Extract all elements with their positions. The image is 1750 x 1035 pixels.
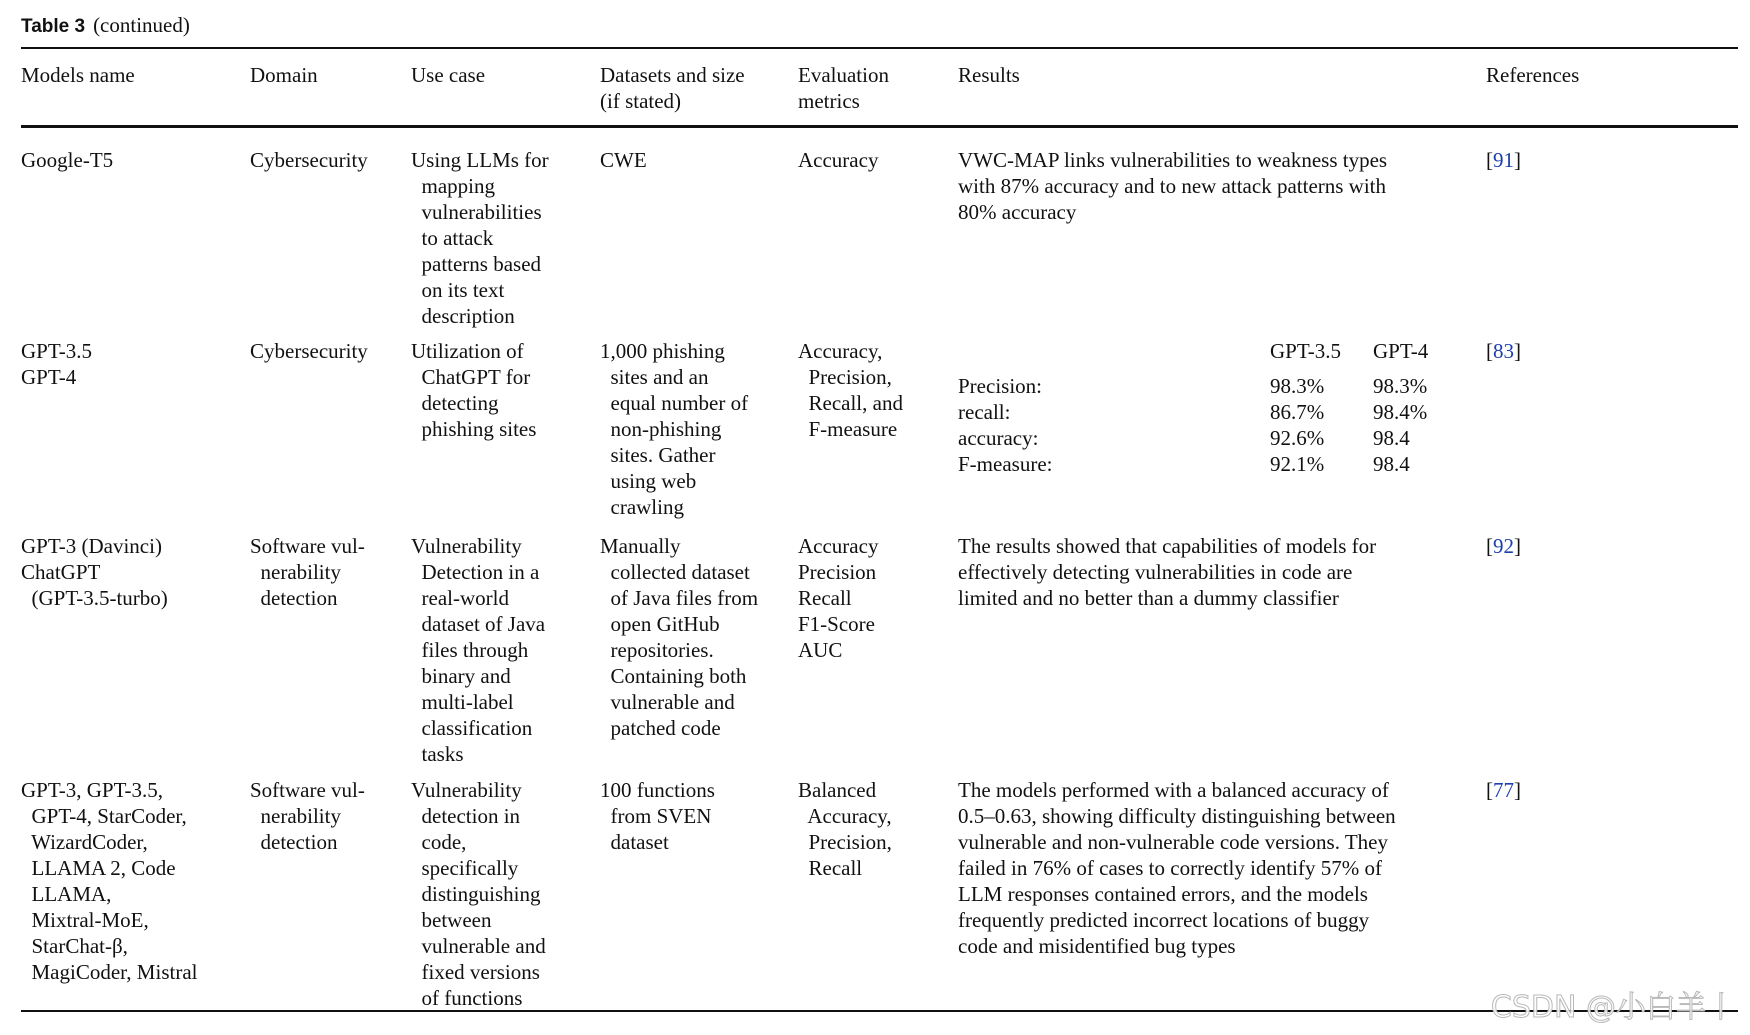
table-caption <box>21 12 190 40</box>
header-domain: Domain <box>250 63 318 87</box>
row-metrics: Accuracy Precision Recall F1-Score AUC <box>798 534 879 662</box>
row-use-case: Utilization of ChatGPT for detecting phishing sites <box>411 339 537 441</box>
header-rule <box>21 125 1738 128</box>
reference-link[interactable]: 91 <box>1493 148 1514 172</box>
row-datasets: Manually collected dataset of Java files from open GitHub repositories. Containing both vulnerable and patched code <box>600 534 759 740</box>
row-reference[interactable]: [91] <box>1486 148 1521 172</box>
subtable-label-f-measure: F-measure: <box>958 452 1053 476</box>
watermark: CSDN @小白羊丨 <box>1490 990 1736 1025</box>
header-datasets: Datasets and size (if stated) <box>600 63 745 113</box>
row-results: The results showed that capabilities of models for effectively detecting vulnerabilities in code are limited and no better than a dummy classifier <box>958 534 1377 610</box>
row-results: The models performed with a balanced accuracy of 0.5–0.63, showing difficulty distinguishing between vulnerable and non-vulnerable code versions. They failed in 76% of cases to correctly identify 57% of LLM responses contained errors, and the models frequently predicted incorrect locations of buggy code and misidentified bug types <box>958 778 1396 958</box>
row-use-case: Using LLMs for mapping vulnerabilities to attack patterns based on its text description <box>411 148 549 328</box>
subtable-value: 98.4 <box>1373 452 1410 476</box>
row-use-case: Vulnerability detection in code, specifically distinguishing between vulnerable and fixed versions of functions <box>411 778 546 1010</box>
subtable-col-gpt4: GPT-4 <box>1373 339 1429 363</box>
row-reference[interactable]: [83] <box>1486 339 1521 363</box>
row-domain: Software vul- nerability detection <box>250 778 365 854</box>
row-domain: Cybersecurity <box>250 339 368 363</box>
top-rule <box>21 47 1738 49</box>
row-domain: Software vul- nerability detection <box>250 534 365 610</box>
reference-link[interactable]: 92 <box>1493 534 1514 558</box>
subtable-label-precision: Precision: <box>958 374 1042 398</box>
subtable-label-recall: recall: <box>958 400 1011 424</box>
header-references: References <box>1486 63 1580 87</box>
header-models-name: Models name <box>21 63 135 87</box>
row-datasets: 100 functions from SVEN dataset <box>600 778 715 854</box>
reference-link[interactable]: 77 <box>1493 778 1514 802</box>
reference-link[interactable]: 83 <box>1493 339 1514 363</box>
header-use-case: Use case <box>411 63 486 87</box>
header-evaluation-metrics: Evaluation metrics <box>798 63 889 113</box>
row-datasets: 1,000 phishing sites and an equal number of non-phishing sites. Gather using web crawling <box>600 339 749 519</box>
subtable-col-gpt35: GPT-3.5 <box>1270 339 1341 363</box>
subtable-value: 92.1% <box>1270 452 1325 476</box>
subtable-value: 98.4% <box>1373 400 1428 424</box>
row-metrics: Balanced Accuracy, Precision, Recall <box>798 778 892 880</box>
row-metrics: Accuracy, Precision, Recall, and F-measure <box>798 339 903 441</box>
row-model: GPT-3, GPT-3.5, GPT-4, StarCoder, WizardCoder, LLAMA 2, Code LLAMA, Mixtral-MoE, StarChat-β, MagiCoder, Mistral <box>21 778 198 984</box>
row-model: GPT-3.5 GPT-4 <box>21 339 92 389</box>
subtable-value: 98.3% <box>1270 374 1325 398</box>
row-reference[interactable]: [77] <box>1486 778 1521 802</box>
row-metrics: Accuracy <box>798 148 879 172</box>
table-continued: (continued) <box>93 13 190 37</box>
row-model: Google-T5 <box>21 148 114 172</box>
subtable-value: 98.4 <box>1373 426 1410 450</box>
row-model: GPT-3 (Davinci) ChatGPT (GPT-3.5-turbo) <box>21 534 168 610</box>
subtable-label-accuracy: accuracy: <box>958 426 1039 450</box>
subtable-value: 86.7% <box>1270 400 1325 424</box>
row-domain: Cybersecurity <box>250 148 368 172</box>
row-reference[interactable]: [92] <box>1486 534 1521 558</box>
subtable-value: 98.3% <box>1373 374 1428 398</box>
row-datasets: CWE <box>600 148 647 172</box>
bottom-rule <box>21 1010 1738 1012</box>
row-results: VWC-MAP links vulnerabilities to weakness types with 87% accuracy and to new attack patterns with 80% accuracy <box>958 148 1388 224</box>
subtable-value: 92.6% <box>1270 426 1325 450</box>
header-results: Results <box>958 63 1020 87</box>
table-label: Table 3 <box>21 16 86 37</box>
row-use-case: Vulnerability Detection in a real-world dataset of Java files through binary and multi-label classification tasks <box>411 534 546 766</box>
